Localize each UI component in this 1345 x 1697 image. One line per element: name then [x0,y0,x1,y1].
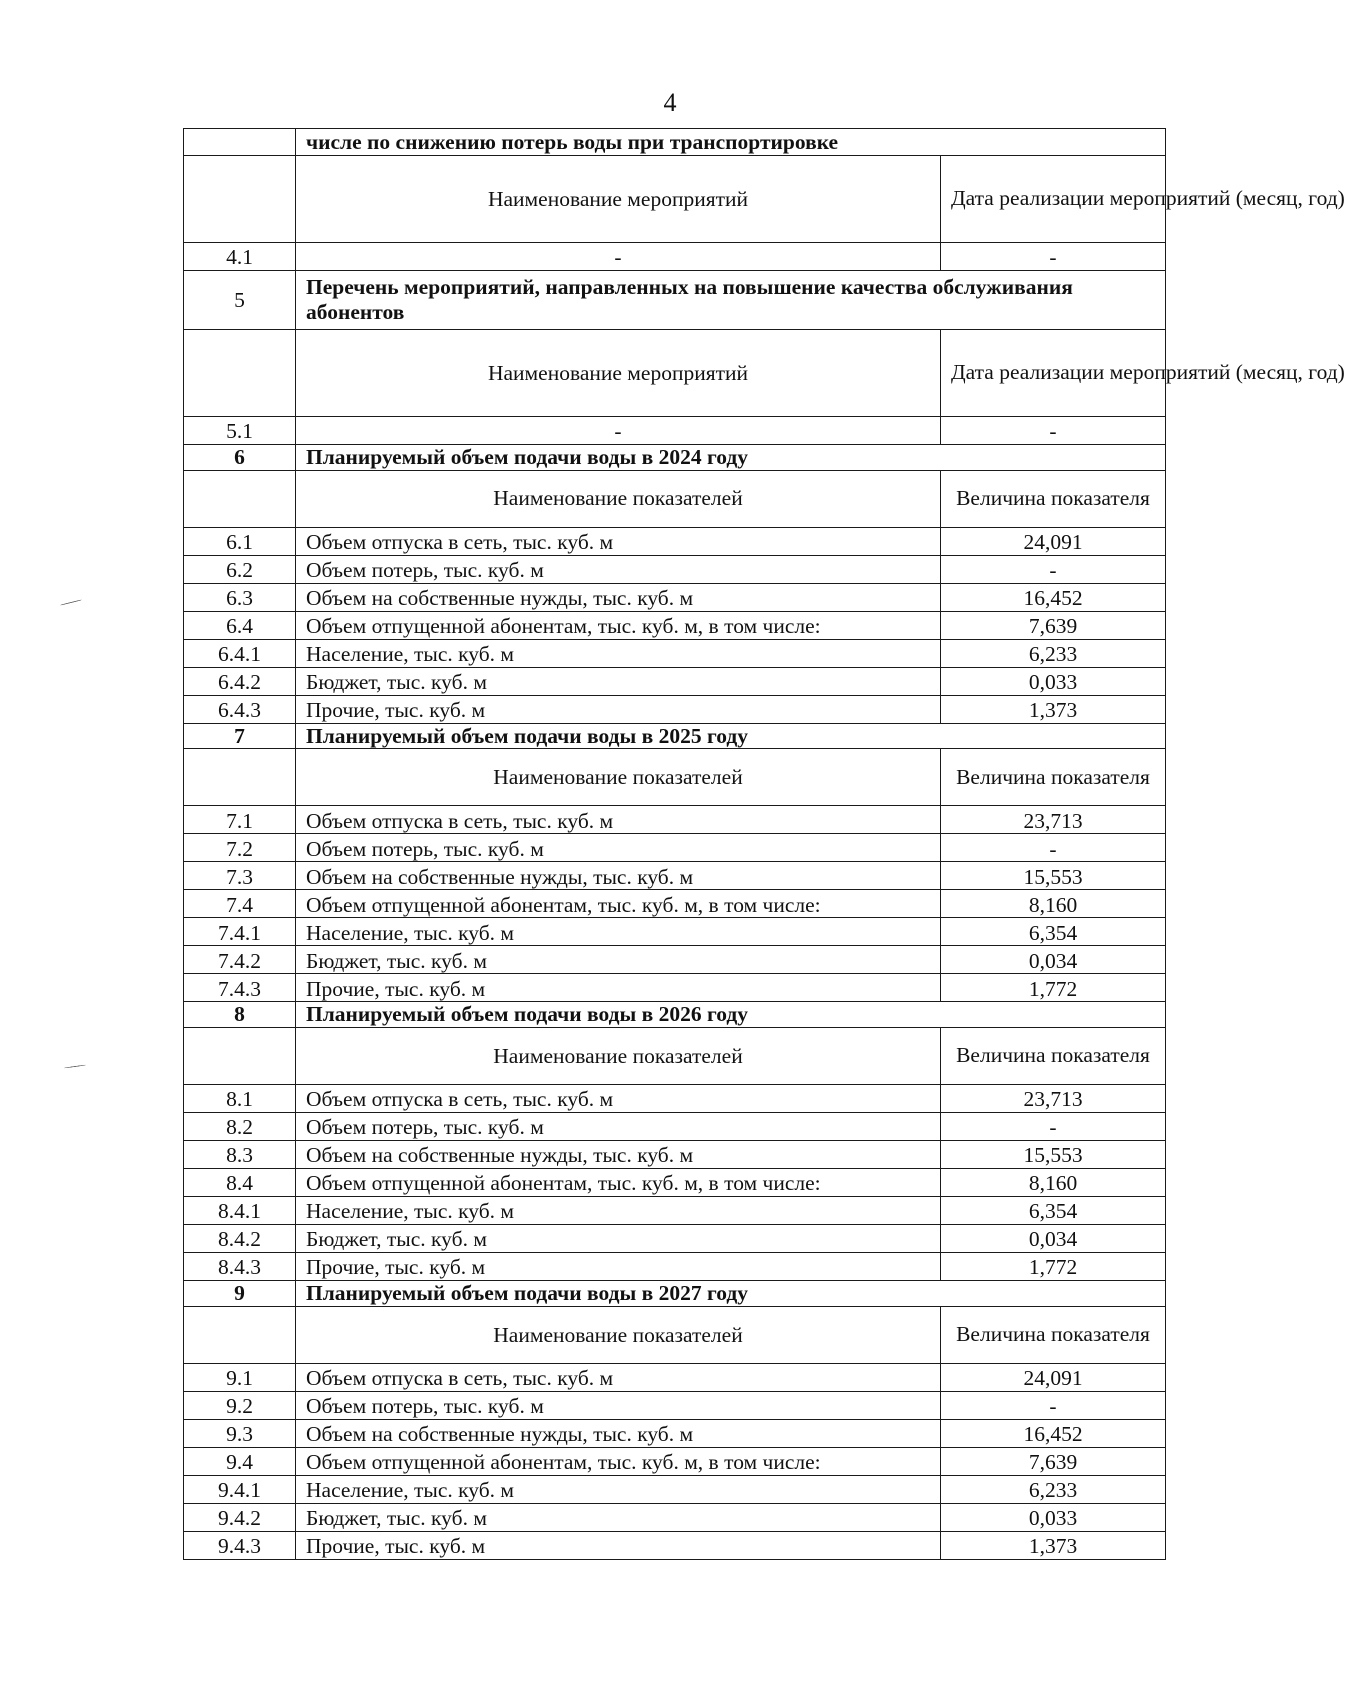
table-row [184,583,1166,611]
row-name: Объем на собственные нужды, тыс. куб. м [296,1419,941,1447]
header-number-cell [184,749,296,806]
section-title: Планируемый объем подачи воды в 2026 году [296,1002,1166,1028]
header-number-cell [184,1028,296,1085]
table-row [184,695,1166,723]
table-row [184,806,1166,834]
section-title-row [184,445,1166,471]
table-header-row [184,1306,1166,1363]
row-value: 6,233 [941,639,1166,667]
table-row [184,1503,1166,1531]
table-header-row [184,470,1166,527]
row-number: 7.4.3 [184,974,296,1002]
table-row [184,243,1166,271]
row-name: Объем потерь, тыс. куб. м [296,555,941,583]
table-row [184,1391,1166,1419]
row-number: 9.4 [184,1447,296,1475]
section-title: Планируемый объем подачи воды в 2024 году [296,445,1166,471]
row-number: 8.4 [184,1169,296,1197]
table-header-row [184,156,1166,243]
table-row [184,639,1166,667]
table-row [184,527,1166,555]
row-name: Бюджет, тыс. куб. м [296,1225,941,1253]
section-title-row [184,1002,1166,1028]
table-row [184,1531,1166,1559]
row-number [184,129,296,156]
header-number-cell [184,1306,296,1363]
section-number: 8 [184,1002,296,1028]
row-number: 6.4.2 [184,667,296,695]
row-value: 24,091 [941,527,1166,555]
row-name: Объем на собственные нужды, тыс. куб. м [296,862,941,890]
row-value: 6,354 [941,918,1166,946]
table-row [184,667,1166,695]
table-row [184,1085,1166,1113]
header-name: Наименование показателей [296,1028,941,1085]
row-name: Население, тыс. куб. м [296,639,941,667]
row-name: Население, тыс. куб. м [296,918,941,946]
header-value: Величина показателя [941,470,1166,527]
row-value: 7,639 [941,611,1166,639]
row-value: 0,033 [941,667,1166,695]
row-name: Бюджет, тыс. куб. м [296,1503,941,1531]
row-name: Объем отпущенной абонентам, тыс. куб. м, в том числе: [296,1169,941,1197]
table-row [184,974,1166,1002]
header-number-cell [184,156,296,243]
header-name: Наименование мероприятий [296,156,941,243]
row-value: 1,772 [941,1253,1166,1281]
section-number: 9 [184,1281,296,1307]
row-name: - [296,243,941,271]
row-value: - [941,1113,1166,1141]
section-title-row [184,1281,1166,1307]
row-value: 8,160 [941,890,1166,918]
row-number: 7.3 [184,862,296,890]
section-title: Планируемый объем подачи воды в 2025 году [296,723,1166,749]
row-name: - [296,417,941,445]
row-value: 23,713 [941,1085,1166,1113]
table-row [184,946,1166,974]
row-value: 0,033 [941,1503,1166,1531]
row-number: 7.4.1 [184,918,296,946]
row-name: Бюджет, тыс. куб. м [296,946,941,974]
row-value: - [941,417,1166,445]
row-value: - [941,243,1166,271]
row-number: 8.4.2 [184,1225,296,1253]
row-name: Прочие, тыс. куб. м [296,974,941,1002]
row-number: 6.1 [184,527,296,555]
table-row [184,1447,1166,1475]
row-number: 7.1 [184,806,296,834]
section-title: Планируемый объем подачи воды в 2027 году [296,1281,1166,1307]
table-row [184,890,1166,918]
section-title: числе по снижению потерь воды при транспортировке [296,129,1166,156]
row-number: 7.2 [184,834,296,862]
row-value: 6,354 [941,1197,1166,1225]
row-name: Объем отпуска в сеть, тыс. куб. м [296,806,941,834]
row-name: Прочие, тыс. куб. м [296,1253,941,1281]
header-name: Наименование мероприятий [296,330,941,417]
section-number: 5 [184,271,296,330]
row-value: 1,373 [941,1531,1166,1559]
row-value: 15,553 [941,1141,1166,1169]
row-name: Население, тыс. куб. м [296,1475,941,1503]
row-value: 0,034 [941,1225,1166,1253]
table-header-row [184,749,1166,806]
table-row [184,1225,1166,1253]
table-row [184,1419,1166,1447]
row-number: 8.2 [184,1113,296,1141]
row-value: 23,713 [941,806,1166,834]
row-number: 6.3 [184,583,296,611]
row-number: 9.4.2 [184,1503,296,1531]
table-row [184,555,1166,583]
row-name: Бюджет, тыс. куб. м [296,667,941,695]
row-name: Объем на собственные нужды, тыс. куб. м [296,583,941,611]
table-row [184,862,1166,890]
row-number: 6.2 [184,555,296,583]
row-name: Объем отпуска в сеть, тыс. куб. м [296,527,941,555]
row-value: 15,553 [941,862,1166,890]
row-name: Население, тыс. куб. м [296,1197,941,1225]
row-number: 6.4.3 [184,695,296,723]
row-name: Объем отпуска в сеть, тыс. куб. м [296,1085,941,1113]
table-row [184,417,1166,445]
header-value: Величина показателя [941,1028,1166,1085]
row-name: Объем отпущенной абонентам, тыс. куб. м, в том числе: [296,890,941,918]
row-value: 7,639 [941,1447,1166,1475]
section-title-row [184,271,1166,330]
row-value: 16,452 [941,583,1166,611]
table-row [184,1253,1166,1281]
row-number: 7.4 [184,890,296,918]
table-header-row [184,330,1166,417]
scan-mark [64,1064,86,1068]
row-value: 1,772 [941,974,1166,1002]
table-row [184,1197,1166,1225]
row-number: 7.4.2 [184,946,296,974]
table-row [184,834,1166,862]
section-title-row [184,723,1166,749]
row-number: 8.3 [184,1141,296,1169]
row-number: 5.1 [184,417,296,445]
row-number: 6.4 [184,611,296,639]
header-date: Дата реализации мероприятий (месяц, год) [941,330,1166,417]
row-name: Объем потерь, тыс. куб. м [296,834,941,862]
header-name: Наименование показателей [296,749,941,806]
header-value: Величина показателя [941,1306,1166,1363]
table-row [184,1141,1166,1169]
table-row [184,918,1166,946]
row-number: 8.1 [184,1085,296,1113]
row-value: 1,373 [941,695,1166,723]
row-value: 16,452 [941,1419,1166,1447]
header-value: Величина показателя [941,749,1166,806]
header-date: Дата реализации мероприятий (месяц, год) [941,156,1166,243]
table-row [184,611,1166,639]
row-number: 4.1 [184,243,296,271]
row-number: 8.4.3 [184,1253,296,1281]
row-number: 9.2 [184,1391,296,1419]
section-number: 6 [184,445,296,471]
section-title-row [184,129,1166,156]
section-title: Перечень мероприятий, направленных на повышение качества обслуживания абонентов [296,271,1166,330]
row-number: 9.1 [184,1363,296,1391]
row-name: Объем потерь, тыс. куб. м [296,1113,941,1141]
table-row [184,1475,1166,1503]
row-value: - [941,555,1166,583]
page-number: 4 [663,88,677,117]
row-name: Прочие, тыс. куб. м [296,695,941,723]
header-number-cell [184,330,296,417]
table-row [184,1169,1166,1197]
header-number-cell [184,470,296,527]
row-value: 8,160 [941,1169,1166,1197]
table-row [184,1113,1166,1141]
row-number: 9.3 [184,1419,296,1447]
row-name: Объем отпуска в сеть, тыс. куб. м [296,1363,941,1391]
row-number: 6.4.1 [184,639,296,667]
row-name: Прочие, тыс. куб. м [296,1531,941,1559]
row-name: Объем отпущенной абонентам, тыс. куб. м, в том числе: [296,1447,941,1475]
row-value: 24,091 [941,1363,1166,1391]
row-number: 9.4.3 [184,1531,296,1559]
row-name: Объем отпущенной абонентам, тыс. куб. м, в том числе: [296,611,941,639]
table-row [184,1363,1166,1391]
row-number: 9.4.1 [184,1475,296,1503]
header-name: Наименование показателей [296,1306,941,1363]
table-header-row [184,1028,1166,1085]
row-value: - [941,834,1166,862]
plan-table [183,128,1345,1560]
row-value: - [941,1391,1166,1419]
row-name: Объем потерь, тыс. куб. м [296,1391,941,1419]
scan-mark [60,599,82,605]
section-number: 7 [184,723,296,749]
row-number: 8.4.1 [184,1197,296,1225]
row-name: Объем на собственные нужды, тыс. куб. м [296,1141,941,1169]
row-value: 0,034 [941,946,1166,974]
row-value: 6,233 [941,1475,1166,1503]
header-name: Наименование показателей [296,470,941,527]
